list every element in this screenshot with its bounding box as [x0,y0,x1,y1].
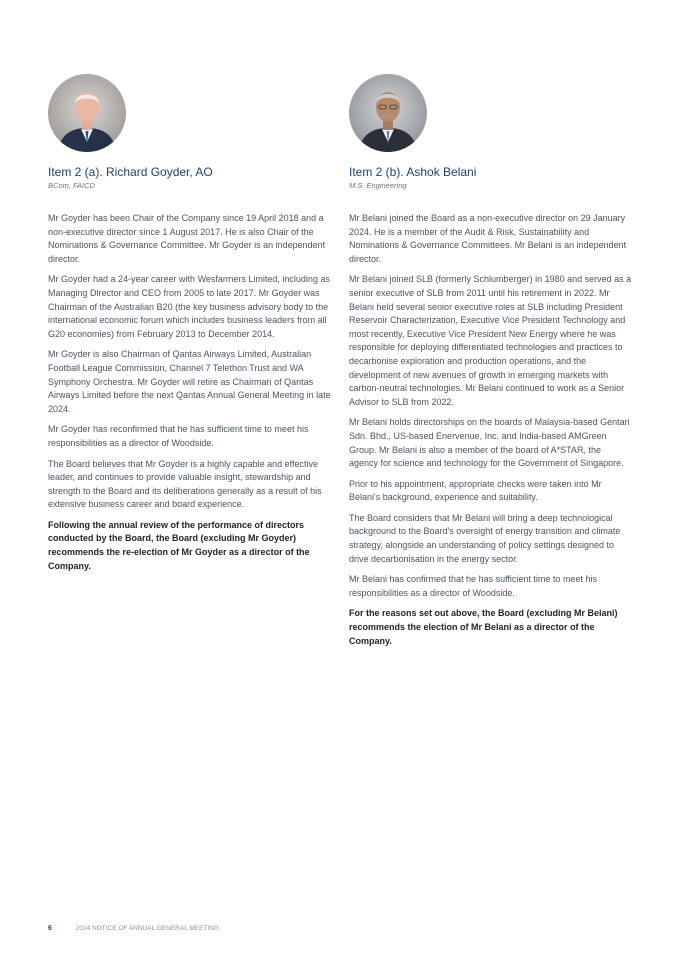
belani-paragraph: Mr Belani joined SLB (formerly Schlumberger) in 1980 and served as a senior executive of SLB from 2011 until his retirement in 2022. Mr Belani held several senior executive roles at SLB including President Reservoir Characterization, Executive Vice President Technology and most recently, Executive Vice President New Energy where he was responsible for deploying differentiated technologies and practices to decarbonise exploration and production operations, and the development of new avenues of growth in emerging markets with carbon-neutral technologies. Mr Belani continued to work as a Senior Advisor to SLB from 2022. [349,274,632,407]
belani-paragraph: The Board considers that Mr Belani will bring a deep technological background to the Board's oversight of energy transition and climate strategy, alongside an understanding of policy settings designed to drive decarbonisation in the energy sector. [349,512,621,564]
belani-portrait-photo [349,74,427,152]
goyder-heading: Item 2 (a). Richard Goyder, AO [48,165,213,179]
document-title: 2024 NOTICE OF ANNUAL GENERAL MEETING [75,925,219,932]
belani-paragraph: Prior to his appointment, appropriate checks were taken into Mr Belani's background, experience and suitability. [349,478,602,503]
page-number: 6 [48,925,52,932]
belani-board-recommendation: For the reasons set out above, the Board (excluding Mr Belani) recommends the election of Mr Belani as a director of the Company. [349,608,618,646]
goyder-paragraph: Mr Goyder is also Chairman of Qantas Airways Limited, Australian Football League Commission, Channel 7 Telethon Trust and WA Symphony Orchestra. Mr Goyder will retire as Chairman of Qantas Airways Limited before the next Qantas Annual General Meeting in late 2024. [48,349,331,414]
goyder-portrait-photo [48,74,126,152]
goyder-biography [48,212,331,573]
director-column-goyder [48,74,331,580]
belani-paragraph: Mr Belani joined the Board as a non-executive director on 29 January 2024. He is a member of the Audit & Risk, Sustainability and Nominations & Governance Committees. Mr Belani is an independent director. [349,213,627,264]
portrait-photo-icon [349,74,427,152]
goyder-paragraph: The Board believes that Mr Goyder is a highly capable and effective leader, and continues to provide valuable insight, stewardship and strength to the Board and its deliberations generally as a result of his extensive business career and board experience. [48,458,322,510]
goyder-paragraph: Mr Goyder had a 24-year career with Wesfarmers Limited, including as Managing Director and CEO from 2005 to late 2017. Mr Goyder was Chairman of the Australian B20 (the key business advisory body to the international economic forum which includes business leaders from all G20 economies) from February 2013 to December 2014. [48,274,330,339]
goyder-qualification: BCom, FAICD [48,181,95,190]
goyder-paragraph: Mr Goyder has reconfirmed that he has sufficient time to meet his responsibilities as a director of Woodside. [48,424,309,448]
director-column-belani [349,74,632,655]
portrait-photo-icon [48,74,126,152]
belani-qualification: M.S. Engineering [349,181,407,190]
goyder-board-recommendation: Following the annual review of the performance of directors conducted by the Board, the Board (excluding Mr Goyder) recommends the re-election of Mr Goyder as a director of the Company. [48,519,310,571]
goyder-paragraph: Mr Goyder has been Chair of the Company since 19 April 2018 and a non-executive director since 1 August 2017. He is also Chair of the Nominations & Governance Committee. Mr Goyder is an independent director. [48,213,326,264]
belani-biography [349,212,632,648]
belani-heading: Item 2 (b). Ashok Belani [349,165,477,179]
belani-paragraph: Mr Belani has confirmed that he has sufficient time to meet his responsibilities as a director of Woodside. [349,574,597,598]
belani-paragraph: Mr Belani holds directorships on the boards of Malaysia-based Gentari Sdn. Bhd., US-based Enervenue, Inc. and India-based AMGreen Group. Mr Belani is also a member of the board of A*STAR, the agency for science and technology for the Government of Singapore. [349,417,630,469]
page-footer [48,925,219,932]
